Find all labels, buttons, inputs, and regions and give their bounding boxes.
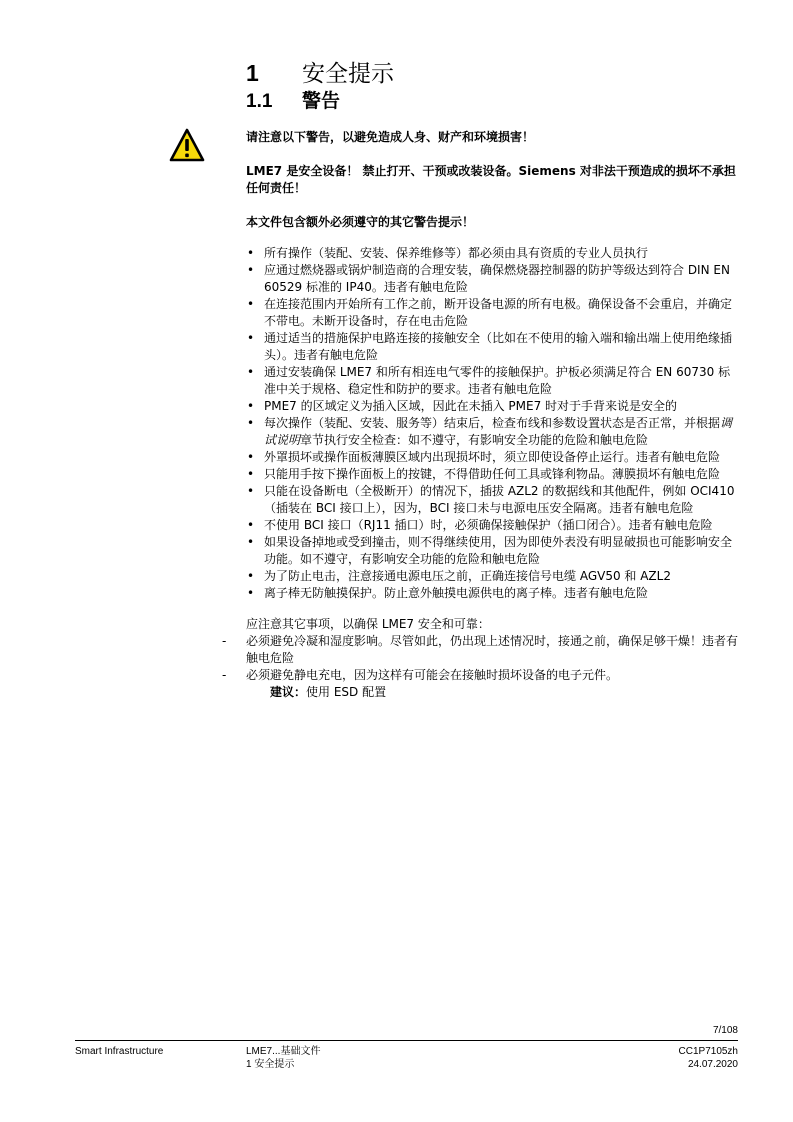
list-item: • 在连接范围内开始所有工作之前，断开设备电源的所有电极。确保设备不会重启，并确定不带电。未断开设备时，存在电击危险 [246,296,738,330]
list-item-text: 章节执行安全检查：如不遵守，有影响安全功能的危险和触电危险 [300,433,649,447]
footer-doc-title: LME7...基础文件 [246,1046,321,1057]
footer-date: 24.07.2020 [687,1059,738,1070]
warning-additional: 本文件包含额外必须遵守的其它警告提示！ [246,215,475,229]
dash-item [222,667,738,684]
warning-intro: 请注意以下警告，以避免造成人身、财产和环境损害！ [246,130,535,144]
heading-2 [246,89,340,115]
dash-marker: - [222,668,227,682]
warning-bullet-list [246,245,738,602]
warning-triangle-icon [169,128,205,162]
list-item: • 通过适当的措施保护电路连接的接触安全（比如在不使用的输入端和输出端上使用绝缘插头）。违者有触电危险 [246,330,738,364]
commissioning-reference: 调试说明 [264,416,733,447]
list-item: • 应通过燃烧器或锅炉制造商的合理安装，确保燃烧器控制器的防护等级达到符合 DIN EN 60529 标准的 IP40。违者有触电危险 [246,262,738,296]
heading-1-number: 1 [246,60,259,86]
heading-2-title: 警告 [302,91,341,112]
list-item: • 通过安装确保 LME7 和所有相连电气零件的接触保护。护板必须满足符合 EN 60730 标准中关于规格、稳定性和防护的要求。违者有触电危险 [246,364,738,398]
dash-item-text: 必须避免静电充电，因为这样有可能会在接触时损坏设备的电子元件。 [246,668,619,682]
list-item: • 只能在设备断电（全极断开）的情况下，插拔 AZL2 的数据线和其他配件，例如 OCI410（插装在 BCI 接口上），因为，BCI 接口未与电源电压安全隔离。违者有触电危险 [246,483,738,517]
list-item: • PME7 的区域定义为插入区域，因此在未插入 PME7 时对于手背来说是安全的 [246,398,738,415]
list-item [246,415,738,449]
dash-item [222,633,738,667]
heading-1-title: 安全提示 [302,60,394,86]
list-item: • 如果设备掉地或受到撞击，则不得继续使用，因为即使外表没有明显破损也可能影响安全功能。如不遵守，有影响安全功能的危险和触电危险 [246,534,738,568]
recommendation-label: 建议： [270,685,307,699]
footer-doc-code: CC1P7105zh [678,1046,738,1057]
footer-section: 1 安全提示 [246,1059,295,1070]
list-item: • 不使用 BCI 接口（RJ11 插口）时，必须确保接触保护（插口闭合）。违者有触电危险 [246,517,738,534]
content [222,129,739,701]
page-number: 7/108 [712,1025,738,1036]
heading-2-number: 1.1 [246,91,273,112]
recommendation-text: 使用 ESD 配置 [306,685,387,699]
recommendation [246,684,738,701]
list-item: • 外罩损坏或操作面板薄膜区域内出现损坏时，须立即使设备停止运行。违者有触电危险 [246,449,738,466]
list-item: • 只能用手按下操作面板上的按键，不得借助任何工具或锋利物品。薄膜损坏有触电危险 [246,466,738,483]
list-item: • 离子棒无防触摸保护。防止意外触摸电源供电的离子棒。违者有触电危险 [246,585,738,602]
further-intro: 应注意其它事项，以确保 LME7 安全和可靠： [246,617,490,631]
list-item: • 所有操作（装配、安装、保养维修等）都必须由具有资质的专业人员执行 [246,245,738,262]
dash-item-text: 必须避免冷凝和湿度影响。尽管如此，仍出现上述情况时，接通之前，确保足够干燥！违者有触电危险 [246,634,739,665]
warning-safety-device: LME7 是安全设备！ 禁止打开、干预或改装设备。Siemens 对非法干预造成的损坏不承担任何责任！ [246,164,736,195]
footer-divider [75,1040,738,1041]
dash-marker: - [222,634,227,648]
heading-1 [246,58,394,88]
list-item: • 为了防止电击，注意接通电源电压之前，正确连接信号电缆 AGV50 和 AZL2 [246,568,738,585]
footer-company: Smart Infrastructure [75,1046,164,1057]
list-item-text: 每次操作（装配、安装、服务等）结束后，检查布线和参数设置状态是否正常，并根据 [264,416,721,430]
